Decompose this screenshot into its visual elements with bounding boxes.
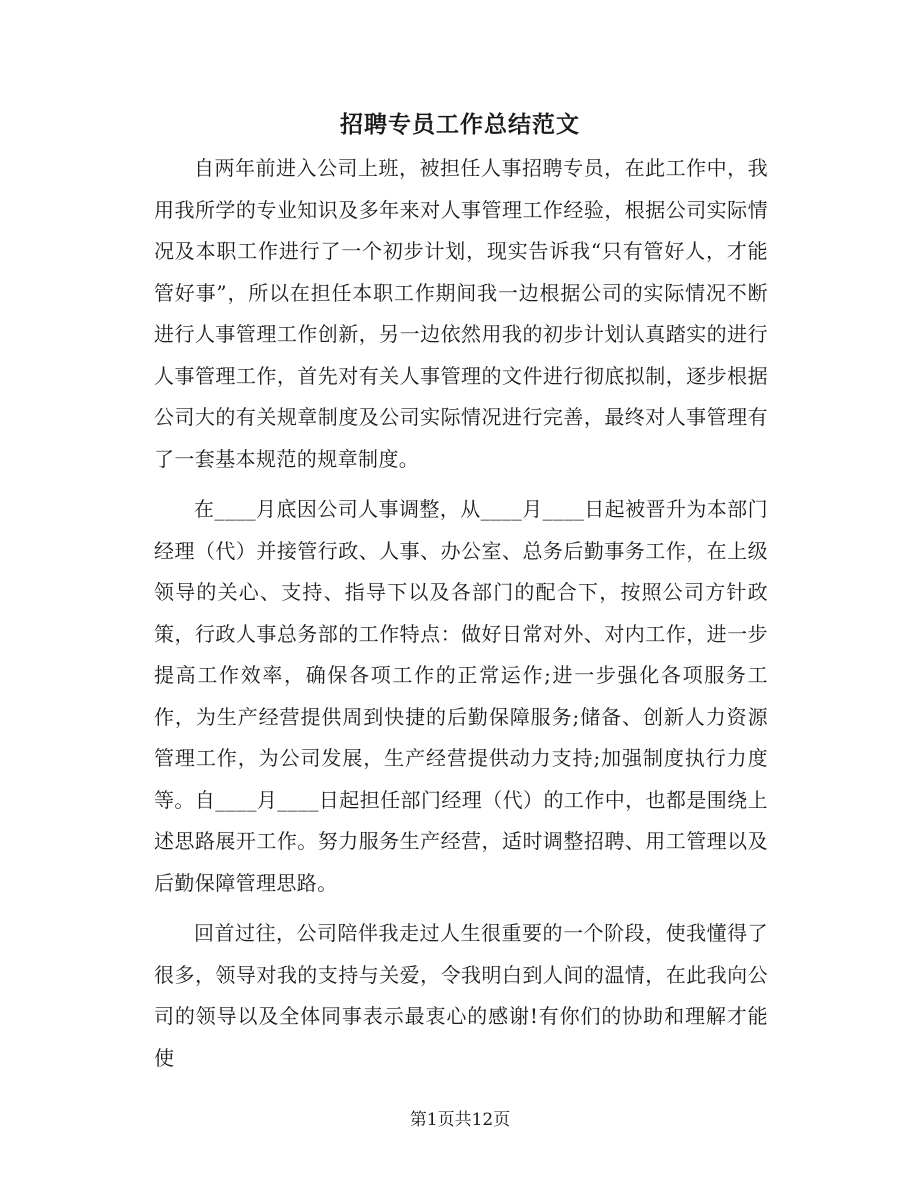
paragraph-3: 回首过往，公司陪伴我走过人生很重要的一个阶段，使我懂得了很多，领导对我的支持与关爱，令我明白到人间的温情，在此我向公司的领导以及全体同事表示最衷心的感谢!有你们的协助和理解才能使 <box>154 921 768 1070</box>
paragraph-2: 在____月底因公司人事调整，从____月____日起被晋升为本部门经理（代）并接管行政、人事、办公室、总务后勤事务工作，在上级领导的关心、支持、指导下以及各部门的配合下，按照公司方针政策，行政人事总务部的工作特点：做好日常对外、对内工作，进一步提高工作效率，确保各项工作的正常运作;进一步强化各项服务工作，为生产经营提供周到快捷的后勤保障服务;储备、创新人力资源管理工作，为公司发展，生产经营提供动力支持;加强制度执行力度等。自____月____日起担任部门经理（代）的工作中，也都是围绕上述思路展开工作。努力服务生产经营，适时调整招聘、用工管理以及后勤保障管理思路。 <box>154 497 768 895</box>
document-title: 招聘专员工作总结范文 <box>340 112 580 138</box>
paragraph-1: 自两年前进入公司上班，被担任人事招聘专员，在此工作中，我用我所学的专业知识及多年来对人事管理工作经验，根据公司实际情况及本职工作进行了一个初步计划，现实告诉我“只有管好人，才能管好事”，所以在担任本职工作期间我一边根据公司的实际情况不断进行人事管理工作创新，另一边依然用我的初步计划认真踏实的进行人事管理工作，首先对有关人事管理的文件进行彻底拟制，逐步根据公司大的有关规章制度及公司实际情况进行完善，最终对人事管理有了一套基本规范的规章制度。 <box>154 156 768 471</box>
page-number: 第1页共12页 <box>409 1110 511 1130</box>
document-body <box>154 148 768 1088</box>
